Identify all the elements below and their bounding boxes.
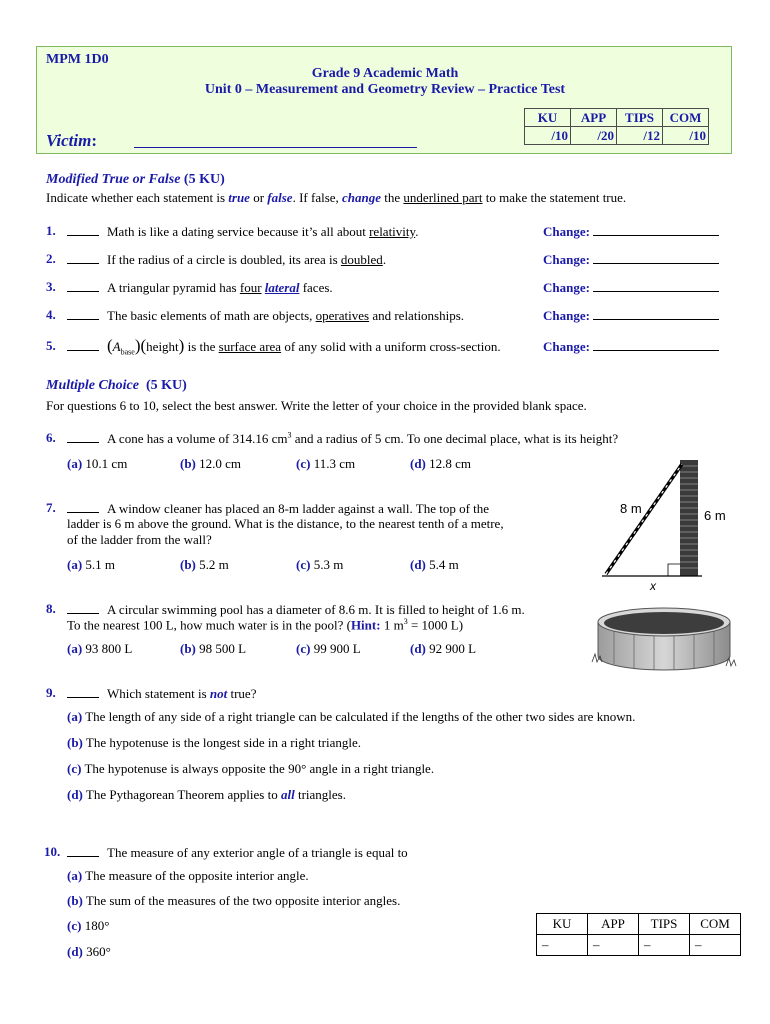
score-value[interactable]: – [588, 935, 639, 956]
option-c: (c) 11.3 cm [296, 456, 356, 471]
question-1: Math is like a dating service because it’s all about relativity. [67, 223, 418, 240]
answer-blank[interactable] [67, 279, 99, 292]
answer-blank[interactable] [67, 251, 99, 264]
score-total: /12 [617, 127, 663, 145]
section2-heading: Multiple Choice (5 KU) [46, 378, 187, 393]
change-field[interactable]: Change: [543, 251, 719, 268]
section1-instructions: Indicate whether each statement is true or false. If false, change the underlined part to make the statement true. [46, 190, 627, 205]
right-angle-mark [668, 564, 680, 576]
score-value[interactable]: – [537, 935, 588, 956]
ladder-label: 8 m [620, 501, 642, 516]
question-7: A window cleaner has placed an 8-m ladder against a wall. The top of the [67, 500, 489, 517]
option-c: (c) 5.3 m [296, 557, 344, 572]
ladder-diagram [598, 456, 738, 596]
answer-blank[interactable] [67, 338, 99, 351]
score-header: KU [525, 109, 571, 127]
wall-label: 6 m [704, 508, 726, 523]
option-b: (b) 12.0 cm [180, 456, 242, 471]
change-field[interactable]: Change: [543, 223, 719, 240]
header-box [36, 46, 732, 154]
option-d: (d) 92 900 L [410, 641, 477, 656]
score-header: TIPS [617, 109, 663, 127]
option-a: (a) 93 800 L [67, 641, 133, 656]
score-total: /10 [663, 127, 709, 145]
option-c: (c) 99 900 L [296, 641, 361, 656]
question-5: $(A_{base})(height)$ is the surface area of any solid with a uniform cross-section. [67, 336, 501, 357]
change-field[interactable]: Change: [543, 279, 719, 296]
name-label: Victim: [46, 131, 98, 150]
question-6: A cone has a volume of 314.16 $cm^3$ and a radius of 5 cm. To one decimal place, what is its height? [67, 430, 618, 447]
answer-blank[interactable] [67, 685, 99, 698]
page-score-table [536, 913, 741, 956]
course-code: MPM 1D0 [46, 52, 109, 67]
page-title: Grade 9 Academic Math [311, 66, 459, 81]
answer-blank[interactable] [67, 430, 99, 443]
question-9: Which statement is not true? [67, 685, 256, 702]
question-7-line2: ladder is 6 m above the ground. What is the distance, to the nearest tenth of a metre, [67, 516, 504, 531]
question-2: If the radius of a circle is doubled, its area is doubled. [67, 251, 386, 268]
score-total: /20 [571, 127, 617, 145]
question-number: 4. [46, 307, 56, 322]
score-table [524, 108, 709, 145]
question-8-line2: To the nearest 100 L, how much water is in the pool? (Hint: 1 $m^3 = 1000$ L) [67, 617, 464, 633]
brick-wall [680, 460, 698, 576]
option-d: (d) 360° [67, 944, 111, 959]
answer-blank[interactable] [67, 223, 99, 236]
section1-heading: Modified True or False (5 KU) [46, 172, 225, 187]
option-c: (c) The hypotenuse is always opposite the 90° angle in a right triangle. [67, 761, 435, 776]
option-c: (c) 180° [67, 918, 110, 933]
score-header: COM [690, 914, 741, 935]
section2-instructions: For questions 6 to 10, select the best answer. Write the letter of your choice in the provided blank space. [46, 398, 587, 413]
option-a: (a) 10.1 cm [67, 456, 128, 471]
option-d: (d) The Pythagorean Theorem applies to all triangles. [67, 787, 346, 802]
question-3: A triangular pyramid has four lateral faces. [67, 279, 333, 296]
answer-blank[interactable] [67, 307, 99, 320]
option-a: (a) The measure of the opposite interior angle. [67, 868, 309, 883]
question-number: 7. [46, 500, 56, 515]
score-header: APP [588, 914, 639, 935]
pool-illustration [590, 596, 740, 676]
question-10: The measure of any exterior angle of a triangle is equal to [67, 844, 408, 861]
question-number: 9. [46, 685, 56, 700]
change-field[interactable]: Change: [543, 307, 719, 324]
question-number: 5. [46, 338, 56, 353]
x-label: x [650, 579, 656, 593]
question-4: The basic elements of math are objects, operatives and relationships. [67, 307, 464, 324]
score-value[interactable]: – [639, 935, 690, 956]
score-header: KU [537, 914, 588, 935]
question-8: A circular swimming pool has a diameter of 8.6 m. It is filled to height of 1.6 m. [67, 601, 525, 618]
question-7-line3: of the ladder from the wall? [67, 532, 212, 547]
question-number: 6. [46, 430, 56, 445]
option-b: (b) The hypotenuse is the longest side in a right triangle. [67, 735, 362, 750]
option-d: (d) 5.4 m [410, 557, 459, 572]
ladder [606, 464, 682, 574]
question-number: 1. [46, 223, 56, 238]
option-b: (b) 98 500 L [180, 641, 247, 656]
score-total: /10 [525, 127, 571, 145]
score-header: APP [571, 109, 617, 127]
page-subtitle: Unit 0 – Measurement and Geometry Review – Practice Test [204, 82, 566, 97]
question-number: 3. [46, 279, 56, 294]
score-header: COM [663, 109, 709, 127]
option-a: (a) 5.1 m [67, 557, 116, 572]
option-b: (b) 5.2 m [180, 557, 229, 572]
name-field[interactable] [134, 147, 417, 148]
change-field[interactable]: Change: [543, 338, 719, 355]
option-a: (a) The length of any side of a right triangle can be calculated if the lengths of the other two sides are known. [67, 709, 636, 724]
answer-blank[interactable] [67, 601, 99, 614]
question-number: 10. [44, 844, 61, 859]
answer-blank[interactable] [67, 500, 99, 513]
score-value[interactable]: – [690, 935, 741, 956]
score-header: TIPS [639, 914, 690, 935]
question-number: 2. [46, 251, 56, 266]
option-b: (b) The sum of the measures of the two opposite interior angles. [67, 893, 401, 908]
question-number: 8. [46, 601, 56, 616]
answer-blank[interactable] [67, 844, 99, 857]
option-d: (d) 12.8 cm [410, 456, 472, 471]
